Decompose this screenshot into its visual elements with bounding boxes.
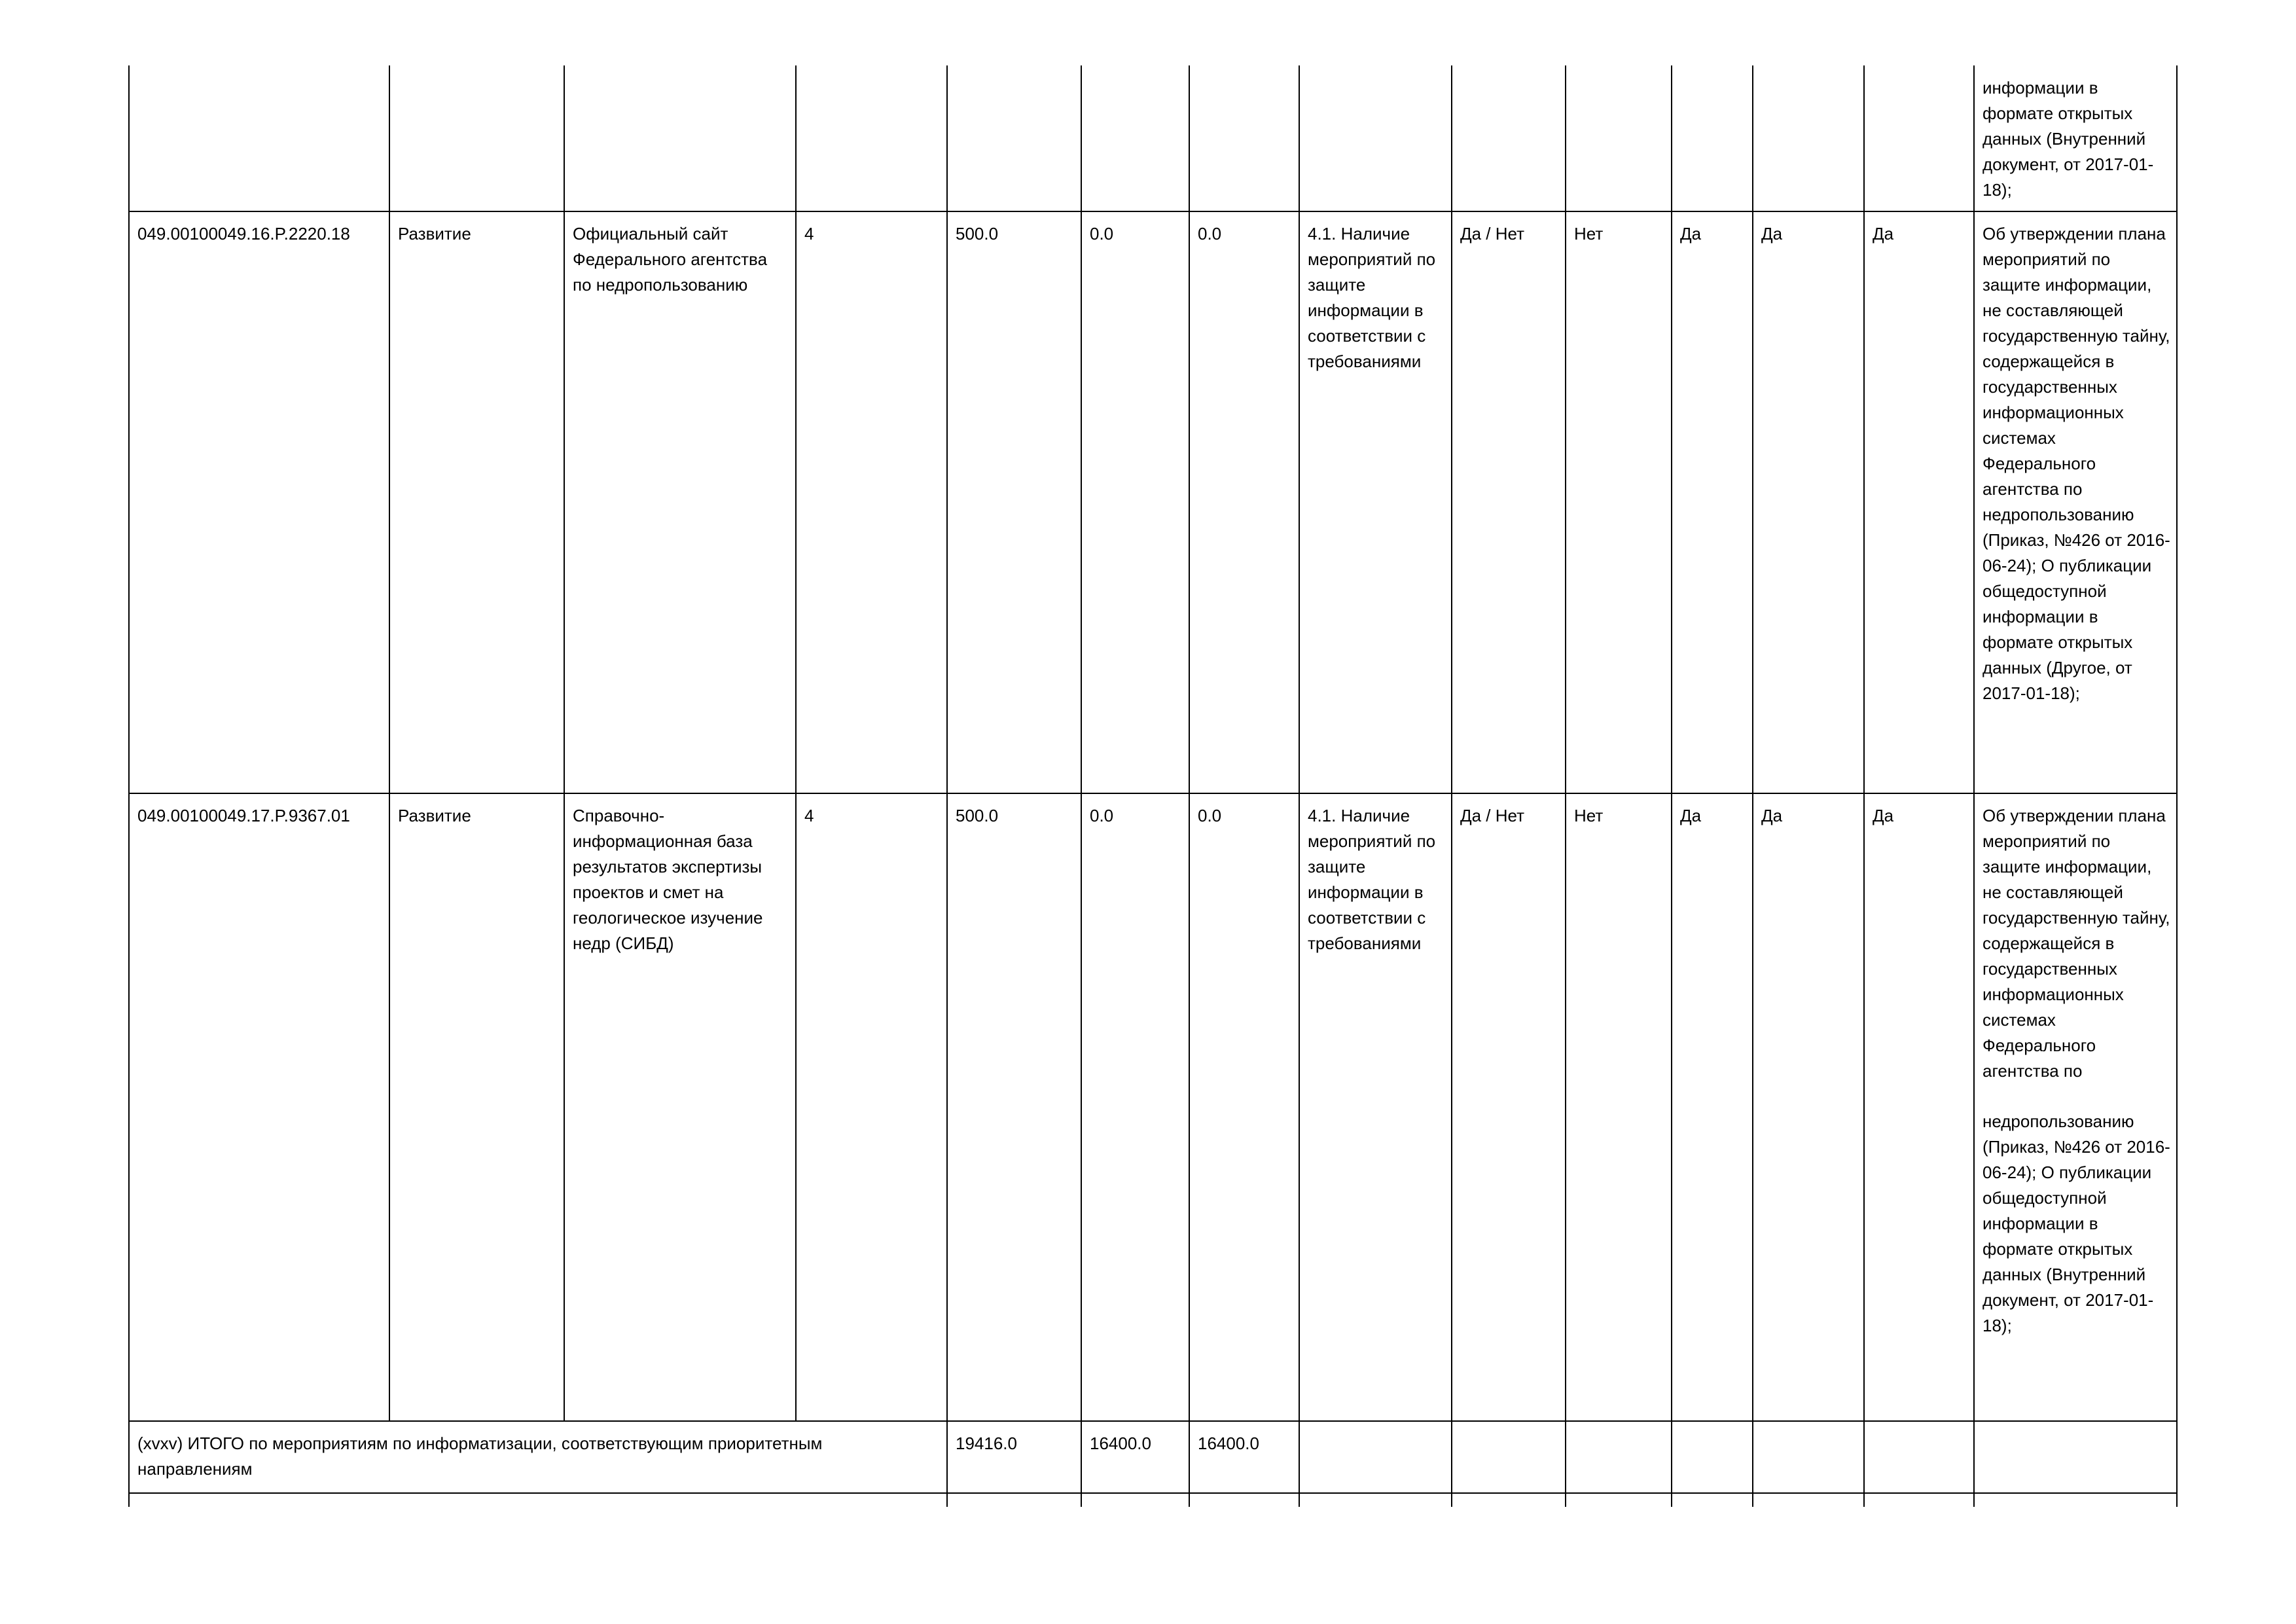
cell-year-2: Да [1753,793,1864,1421]
cell-empty [1299,1421,1452,1493]
total-value-3: 16400.0 [1189,1421,1299,1493]
cell-year-2: Да [1753,211,1864,793]
total-value-1: 19416.0 [947,1421,1081,1493]
cell-empty [1452,1421,1566,1493]
activities-table [128,65,2178,1507]
cell-year-1: Да [1672,211,1753,793]
cell-unit: Да / Нет [1452,211,1566,793]
cell-empty [1864,65,1974,211]
page-break-gap [1982,1084,2171,1109]
cell-indicator: 4.1. Наличие мероприятий по защите информации в соответствии с требованиями [1299,793,1452,1421]
cell-value-1: 500.0 [947,211,1081,793]
documents-text: Об утверждении плана мероприятий по защите информации, не составляющей государственную тайну, содержащейся в государственных информационных системах Федерального агентства по недропользованию (Приказ, №426 от 2016-06-24); О публикации общедоступной информации в формате открытых данных (Другое, от 2017-01-18); [1982,224,2170,703]
table-row [129,211,2177,793]
total-row [129,1421,2177,1493]
cell-documents [1974,793,2177,1421]
cell-type: Развитие [389,793,564,1421]
cell-empty [1566,1421,1672,1493]
cell-empty [1189,1493,1299,1507]
cell-value-2: 0.0 [1081,211,1189,793]
cell-base-value: Нет [1566,793,1672,1421]
cell-number: 4 [796,793,947,1421]
documents-text-part-1: Об утверждении плана мероприятий по защите информации, не составляющей государственную тайну, содержащейся в государственных информационных системах Федерального агентства по [1982,806,2170,1081]
cell-number: 4 [796,211,947,793]
cell-empty [1753,1421,1864,1493]
cell-empty [1672,1421,1753,1493]
cell-empty [796,65,947,211]
cell-value-2: 0.0 [1081,793,1189,1421]
cell-empty [1566,1493,1672,1507]
cell-empty [1753,1493,1864,1507]
cell-empty [129,1493,947,1507]
table-row-continued [129,65,2177,211]
total-value-2: 16400.0 [1081,1421,1189,1493]
cell-name: Справочно-информационная база результатов экспертизы проектов и смет на геологическое изучение недр (СИБД) [564,793,796,1421]
cell-unit: Да / Нет [1452,793,1566,1421]
cell-value-1: 500.0 [947,793,1081,1421]
cell-value-3: 0.0 [1189,211,1299,793]
cell-empty [1566,65,1672,211]
cell-empty [1299,1493,1452,1507]
cell-empty [1864,1421,1974,1493]
documents-text-part-2: недропользованию (Приказ, №426 от 2016-06-24); О публикации общедоступной информации в формате открытых данных (Внутренний документ, от 2017-01-18); [1982,1111,2170,1335]
cell-base-value: Нет [1566,211,1672,793]
cell-empty [947,1493,1081,1507]
total-label: (xvxv) ИТОГО по мероприятиям по информатизации, соответствующим приоритетным направлениям [129,1421,947,1493]
cell-code: 049.00100049.16.P.2220.18 [129,211,389,793]
cell-name: Официальный сайт Федерального агентства по недропользованию [564,211,796,793]
cell-empty [1672,1493,1753,1507]
cell-year-1: Да [1672,793,1753,1421]
cell-value-3: 0.0 [1189,793,1299,1421]
cell-empty [129,65,389,211]
cell-empty [389,65,564,211]
cell-documents-continued: информации в формате открытых данных (Внутренний документ, от 2017-01-18); [1974,65,2177,211]
cell-empty [1081,65,1189,211]
cell-indicator: 4.1. Наличие мероприятий по защите информации в соответствии с требованиями [1299,211,1452,793]
cell-code: 049.00100049.17.P.9367.01 [129,793,389,1421]
cell-year-3: Да [1864,793,1974,1421]
cell-empty [1753,65,1864,211]
cell-empty [1299,65,1452,211]
cell-documents [1974,211,2177,793]
cell-empty [1974,1421,2177,1493]
cell-empty [947,65,1081,211]
cell-empty [1672,65,1753,211]
cell-empty [1452,65,1566,211]
table-row-continues [129,1493,2177,1507]
table-row [129,793,2177,1421]
cell-year-3: Да [1864,211,1974,793]
cell-empty [1974,1493,2177,1507]
cell-type: Развитие [389,211,564,793]
cell-empty [1864,1493,1974,1507]
cell-empty [564,65,796,211]
cell-empty [1081,1493,1189,1507]
cell-empty [1452,1493,1566,1507]
cell-empty [1189,65,1299,211]
